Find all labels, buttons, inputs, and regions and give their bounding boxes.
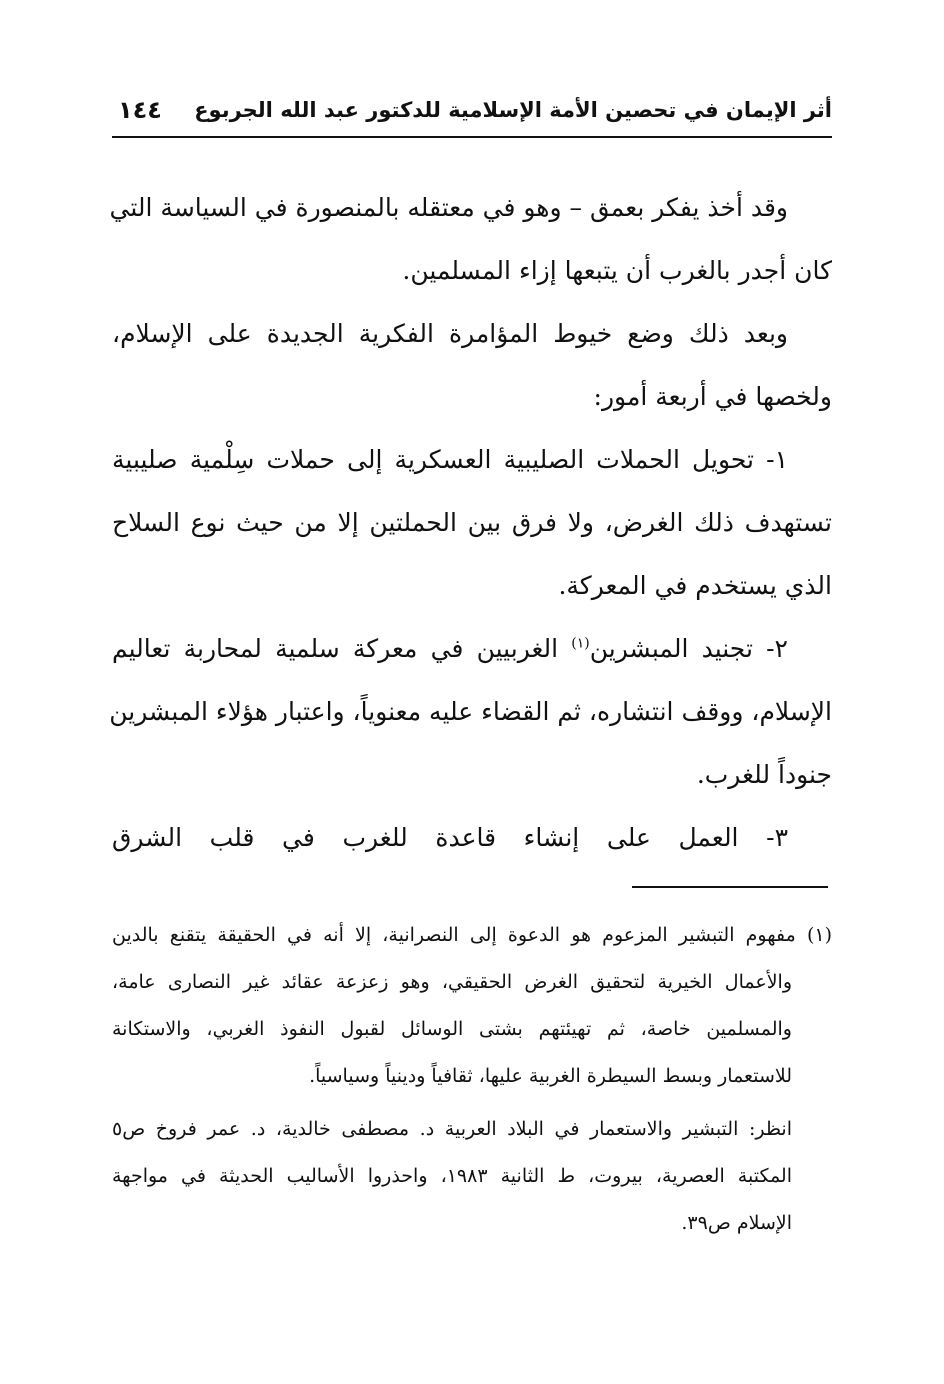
text-line: وبعد ذلك وضع خيوط المؤامرة الفكرية الجديدة على الإسلام، — [112, 319, 788, 348]
running-title: أثر الإيمان في تحصين الأمة الإسلامية للدكتور عبد الله الجربوع — [194, 98, 832, 122]
main-text — [109, 176, 832, 869]
footnote-reference-line: انظر: التبشير والاستعمار في البلاد العربية د. مصطفى خالدية، د. عمر فروخ ص٥ — [112, 1118, 792, 1140]
list-item-line — [112, 617, 832, 680]
header-rule — [112, 136, 832, 138]
text-line: كان أجدر بالغرب أن يتبعها إزاء المسلمين. — [402, 256, 832, 285]
footnote-line: والأعمال الخيرية لتحقيق الغرض الحقيقي، وهو زعزعة عقائد غير النصارى عامة، — [112, 971, 792, 993]
list-item-line: تستهدف ذلك الغرض، ولا فرق بين الحملتين إلا من حيث نوع السلاح — [112, 508, 832, 537]
item2-text-end: الغربيين في معركة سلمية لمحاربة تعاليم — [112, 634, 572, 663]
footnote-rule — [632, 886, 828, 888]
item2-text-start: ٢- تجنيد المبشرين — [589, 634, 788, 663]
footnote-line: (١) مفهوم التبشير المزعوم هو الدعوة إلى النصرانية، إلا أنه في الحقيقة يتقنع بالدين — [112, 924, 832, 946]
text-line: ولخصها في أربعة أمور: — [593, 382, 832, 411]
footnote-reference-line: المكتبة العصرية، بيروت، ط الثانية ١٩٨٣، واحذروا الأساليب الحديثة في مواجهة — [112, 1165, 792, 1187]
list-item-line: الذي يستخدم في المعركة. — [558, 571, 832, 600]
footnote-line: والمسلمين خاصة، ثم تهيئتهم بشتى الوسائل لقبول النفوذ الغربي، والاستكانة — [112, 1018, 792, 1040]
list-item-line: ١- تحويل الحملات الصليبية العسكرية إلى حملات سِلْمية صليبية — [112, 445, 788, 474]
list-item-line: الإسلام، ووقف انتشاره، ثم القضاء عليه معنوياً، واعتبار هؤلاء المبشرين — [109, 697, 832, 726]
text-line: وقد أخذ يفكر بعمق – وهو في معتقله بالمنصورة في السياسة التي — [109, 193, 788, 222]
page-header — [112, 88, 832, 132]
footnotes — [112, 912, 832, 1247]
footnote-line: للاستعمار وبسط السيطرة الغربية عليها، ثقافياً ودينياً وسياسياً. — [309, 1065, 792, 1087]
page-number: ١٤٤ — [118, 96, 162, 124]
footnote-reference[interactable]: (١) — [571, 635, 590, 652]
list-item-line: ٣- العمل على إنشاء قاعدة للغرب في قلب الشرق — [112, 823, 788, 852]
footnote-reference-line: الإسلام ص٣٩. — [681, 1212, 792, 1234]
list-item-line: جنوداً للغرب. — [696, 760, 832, 789]
